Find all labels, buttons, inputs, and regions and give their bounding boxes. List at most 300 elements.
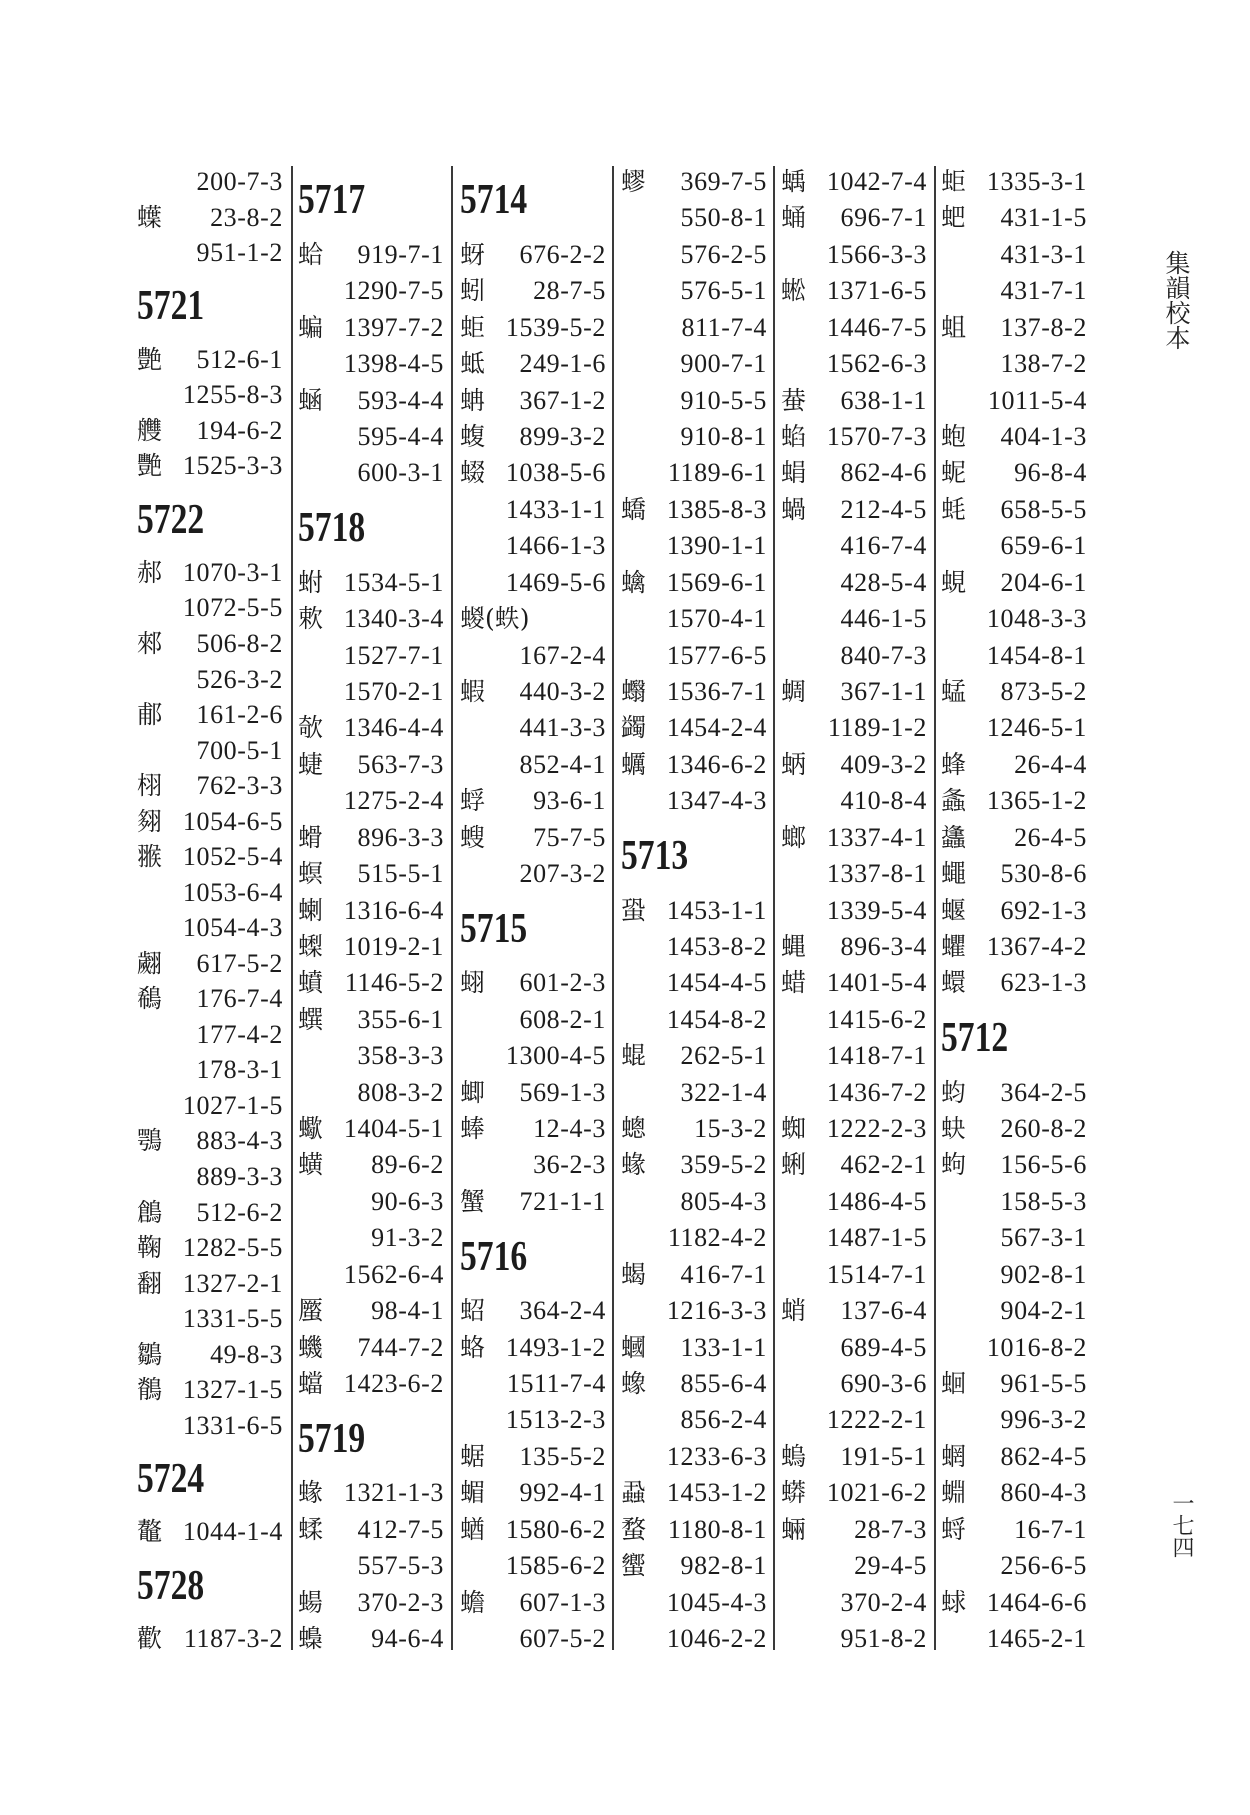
index-entry xyxy=(941,1439,1087,1475)
index-entry xyxy=(781,1439,927,1475)
entry-reference: 1182-4-2 xyxy=(667,1223,767,1253)
index-entry xyxy=(460,492,606,528)
index-entry xyxy=(621,1147,767,1183)
entry-reference: 595-4-4 xyxy=(357,421,444,451)
index-entry xyxy=(941,1257,1087,1293)
entry-reference: 367-1-2 xyxy=(519,385,606,415)
entry-reference: 94-6-4 xyxy=(371,1624,444,1653)
entry-reference: 1146-5-2 xyxy=(344,968,444,998)
entry-reference: 1454-8-1 xyxy=(986,640,1087,670)
index-entry xyxy=(621,383,767,419)
entry-reference: 28-7-5 xyxy=(533,276,606,306)
entry-reference: 256-6-5 xyxy=(1000,1551,1087,1581)
index-entry xyxy=(298,601,444,637)
index-entry xyxy=(137,946,283,982)
index-entry xyxy=(781,1330,927,1366)
entry-reference: 29-4-5 xyxy=(854,1551,927,1581)
entry-reference: 721-1-1 xyxy=(519,1186,606,1216)
index-entry xyxy=(621,1402,767,1438)
index-entry xyxy=(298,346,444,382)
index-entry xyxy=(621,565,767,601)
index-entry xyxy=(621,965,767,1001)
index-entry xyxy=(621,1366,767,1402)
entry-character: 蟍 xyxy=(298,931,324,961)
entry-reference: 569-1-3 xyxy=(519,1077,606,1107)
index-entry xyxy=(298,674,444,710)
index-entry xyxy=(941,856,1087,892)
entry-reference: 856-2-4 xyxy=(680,1405,767,1435)
section-code-heading: 5712 xyxy=(941,1014,1009,1061)
entry-character: 蚷 xyxy=(941,167,967,196)
entry-reference: 410-8-4 xyxy=(840,786,927,816)
entry-character: 蝃 xyxy=(460,458,486,488)
entry-character: 蝬(蛈) xyxy=(460,604,530,634)
entry-reference: 1487-1-5 xyxy=(826,1223,927,1253)
index-entry xyxy=(460,455,606,491)
entry-reference: 1385-8-3 xyxy=(666,494,767,524)
entry-reference: 26-4-4 xyxy=(1014,749,1087,779)
index-entry xyxy=(460,710,606,746)
entry-character: 蟥 xyxy=(298,1150,324,1180)
entry-reference: 260-8-2 xyxy=(1000,1114,1087,1144)
entry-reference: 1454-4-5 xyxy=(666,968,767,998)
index-entry xyxy=(460,237,606,273)
index-entry xyxy=(621,237,767,273)
entry-reference: 690-3-6 xyxy=(840,1369,927,1399)
entry-reference: 156-5-6 xyxy=(1000,1150,1087,1180)
index-entry xyxy=(621,1621,767,1657)
index-entry xyxy=(941,565,1087,601)
index-entry xyxy=(621,1038,767,1074)
entry-reference: 322-1-4 xyxy=(680,1077,767,1107)
entry-character: 艭 xyxy=(137,415,163,445)
entry-reference: 919-7-1 xyxy=(357,239,444,269)
entry-character: 蜡 xyxy=(781,968,807,998)
entry-character: 蝝 xyxy=(621,1150,647,1180)
entry-reference: 23-8-2 xyxy=(210,202,283,232)
index-entry xyxy=(781,492,927,528)
section-code-heading: 5721 xyxy=(137,283,205,330)
entry-character: 蟨 xyxy=(298,1296,324,1326)
entry-reference: 1570-7-3 xyxy=(826,421,927,451)
entry-reference: 1486-4-5 xyxy=(826,1186,927,1216)
index-entry xyxy=(941,893,1087,929)
entry-reference: 1513-2-3 xyxy=(505,1405,606,1435)
entry-reference: 896-3-4 xyxy=(840,931,927,961)
entry-reference: 1527-7-1 xyxy=(343,640,444,670)
entry-reference: 689-4-5 xyxy=(840,1332,927,1362)
entry-reference: 550-8-1 xyxy=(680,203,767,233)
entry-reference: 1016-8-2 xyxy=(986,1332,1087,1362)
entry-reference: 961-5-5 xyxy=(1000,1369,1087,1399)
index-entry xyxy=(781,273,927,309)
index-entry xyxy=(781,1512,927,1548)
entry-character: 翻 xyxy=(137,1268,163,1298)
index-entry xyxy=(941,601,1087,637)
entry-reference: 530-8-6 xyxy=(1000,859,1087,889)
index-entry xyxy=(621,164,767,200)
index-entry xyxy=(298,237,444,273)
entry-reference: 1580-6-2 xyxy=(505,1514,606,1544)
entry-reference: 1187-3-2 xyxy=(183,1624,283,1653)
page-number: 一七四 xyxy=(1169,1492,1194,1558)
section-code-heading: 5715 xyxy=(460,905,528,952)
entry-character: 蟷 xyxy=(298,1369,324,1399)
entry-character: 蚗 xyxy=(941,1114,967,1144)
entry-character: 蛒 xyxy=(460,1332,486,1362)
entry-reference: 700-5-1 xyxy=(196,735,283,765)
index-entry xyxy=(781,1366,927,1402)
entry-character: 郙 xyxy=(137,700,163,730)
index-entry xyxy=(460,1002,606,1038)
entry-reference: 1045-4-3 xyxy=(666,1587,767,1617)
entry-reference: 1404-5-1 xyxy=(343,1114,444,1144)
entry-reference: 431-7-1 xyxy=(1000,276,1087,306)
entry-reference: 1019-2-1 xyxy=(343,931,444,961)
entry-reference: 1216-3-3 xyxy=(666,1296,767,1326)
entry-reference: 593-4-4 xyxy=(357,385,444,415)
index-entry xyxy=(137,377,283,413)
index-entry xyxy=(941,528,1087,564)
entry-reference: 696-7-1 xyxy=(840,203,927,233)
entry-character: 蜛 xyxy=(460,1441,486,1471)
index-entry xyxy=(941,1111,1087,1147)
entry-reference: 431-3-1 xyxy=(1000,239,1087,269)
entry-reference: 98-4-1 xyxy=(371,1296,444,1326)
index-entry xyxy=(137,1088,283,1124)
entry-reference: 1464-6-6 xyxy=(986,1587,1087,1617)
section-code-heading: 5713 xyxy=(621,832,689,879)
entry-reference: 1331-6-5 xyxy=(182,1410,283,1440)
entry-character: 蠣 xyxy=(621,749,647,779)
index-entry xyxy=(298,747,444,783)
entry-character: 螖 xyxy=(298,822,324,852)
entry-character: 螋 xyxy=(460,822,486,852)
index-entry xyxy=(781,1293,927,1329)
index-entry xyxy=(621,419,767,455)
entry-reference: 200-7-3 xyxy=(196,167,283,196)
index-entry xyxy=(460,1111,606,1147)
entry-character: 蟉 xyxy=(621,167,647,196)
entry-reference: 1454-2-4 xyxy=(666,713,767,743)
index-entry xyxy=(621,455,767,491)
entry-reference: 1070-3-1 xyxy=(182,557,283,587)
entry-character: 蚆 xyxy=(941,203,967,233)
entry-character: 蟌 xyxy=(621,1114,647,1144)
entry-reference: 1562-6-3 xyxy=(826,349,927,379)
entry-character: 鶵 xyxy=(137,1339,163,1369)
index-entry xyxy=(781,528,927,564)
entry-reference: 1337-8-1 xyxy=(826,859,927,889)
index-column xyxy=(621,0,767,1815)
entry-reference: 133-1-1 xyxy=(680,1332,767,1362)
index-entry xyxy=(298,273,444,309)
index-entry xyxy=(941,1147,1087,1183)
entry-reference: 1418-7-1 xyxy=(826,1041,927,1071)
entry-reference: 36-2-3 xyxy=(533,1150,606,1180)
index-entry xyxy=(941,1293,1087,1329)
entry-character: 蜬 xyxy=(298,385,324,415)
entry-character: 蜽 xyxy=(781,1514,807,1544)
index-entry xyxy=(137,1052,283,1088)
index-entry xyxy=(781,310,927,346)
entry-character: 蜫 xyxy=(621,1041,647,1071)
entry-reference: 1282-5-5 xyxy=(182,1233,283,1263)
entry-reference: 1072-5-5 xyxy=(182,593,283,623)
index-entry xyxy=(137,590,283,626)
entry-character: 蝍 xyxy=(460,1077,486,1107)
index-entry xyxy=(781,1147,927,1183)
index-entry xyxy=(460,1075,606,1111)
index-entry xyxy=(137,1408,283,1444)
entry-reference: 1539-5-2 xyxy=(505,312,606,342)
entry-character: 蛶 xyxy=(941,1514,967,1544)
entry-character: 蛁 xyxy=(460,1296,486,1326)
section-code-heading: 5718 xyxy=(298,505,366,552)
entry-character: 蛹 xyxy=(781,203,807,233)
entry-reference: 563-7-3 xyxy=(357,749,444,779)
entry-character: 蝨 xyxy=(621,1478,647,1508)
index-entry xyxy=(941,674,1087,710)
entry-character: 蚐 xyxy=(941,1077,967,1107)
index-entry xyxy=(941,820,1087,856)
entry-character: 蠲 xyxy=(621,713,647,743)
entry-character: 蠂 xyxy=(137,202,163,232)
entry-reference: 992-4-1 xyxy=(519,1478,606,1508)
entry-reference: 623-1-3 xyxy=(1000,968,1087,998)
index-entry xyxy=(781,1402,927,1438)
entry-reference: 1401-5-4 xyxy=(826,968,927,998)
index-entry xyxy=(941,965,1087,1001)
entry-reference: 176-7-4 xyxy=(196,984,283,1014)
index-entry xyxy=(941,455,1087,491)
entry-character: 蝺 xyxy=(781,167,807,196)
entry-reference: 416-7-4 xyxy=(840,531,927,561)
entry-reference: 26-4-5 xyxy=(1014,822,1087,852)
entry-reference: 506-8-2 xyxy=(196,628,283,658)
entry-reference: 1365-1-2 xyxy=(986,786,1087,816)
index-entry xyxy=(941,419,1087,455)
entry-reference: 1054-4-3 xyxy=(182,913,283,943)
index-entry xyxy=(621,1475,767,1511)
index-entry xyxy=(621,273,767,309)
entry-character: 蚫 xyxy=(941,421,967,451)
entry-character: 蜂 xyxy=(941,749,967,779)
index-entry xyxy=(460,1621,606,1657)
entry-reference: 1423-6-2 xyxy=(343,1369,444,1399)
index-entry xyxy=(137,1195,283,1231)
index-entry xyxy=(941,164,1087,200)
entry-reference: 1233-6-3 xyxy=(666,1441,767,1471)
entry-character: 蝚 xyxy=(298,1514,324,1544)
entry-character: 蜉 xyxy=(460,786,486,816)
entry-reference: 207-3-2 xyxy=(519,859,606,889)
entry-reference: 1347-4-3 xyxy=(666,786,767,816)
index-entry xyxy=(621,492,767,528)
index-entry xyxy=(621,1075,767,1111)
entry-character: 螐 xyxy=(781,1441,807,1471)
entry-character: 蠍 xyxy=(298,1114,324,1144)
index-entry xyxy=(137,1017,283,1053)
index-entry xyxy=(941,783,1087,819)
entry-character: 蝿 xyxy=(781,931,807,961)
section-code-heading: 5724 xyxy=(137,1456,205,1503)
entry-reference: 576-2-5 xyxy=(680,239,767,269)
index-entry xyxy=(941,1330,1087,1366)
index-entry xyxy=(781,674,927,710)
entry-reference: 1255-8-3 xyxy=(182,380,283,410)
index-entry xyxy=(460,1402,606,1438)
index-entry xyxy=(460,1548,606,1584)
index-entry xyxy=(298,820,444,856)
entry-character: 蜆 xyxy=(941,567,967,597)
index-entry xyxy=(781,710,927,746)
entry-reference: 692-1-3 xyxy=(1000,895,1087,925)
entry-reference: 16-7-1 xyxy=(1014,1514,1087,1544)
entry-reference: 1585-6-2 xyxy=(505,1551,606,1581)
entry-reference: 676-2-2 xyxy=(519,239,606,269)
index-entry xyxy=(298,1111,444,1147)
index-entry xyxy=(621,1512,767,1548)
index-column xyxy=(781,0,927,1815)
entry-reference: 404-1-3 xyxy=(1000,421,1087,451)
index-entry xyxy=(941,383,1087,419)
index-entry xyxy=(781,383,927,419)
entry-character: 蚝 xyxy=(941,494,967,524)
section-code-heading: 5728 xyxy=(137,1562,205,1609)
entry-reference: 428-5-4 xyxy=(840,567,927,597)
entry-character: 蜩 xyxy=(781,676,807,706)
entry-reference: 177-4-2 xyxy=(196,1019,283,1049)
index-entry xyxy=(621,1257,767,1293)
index-entry xyxy=(621,310,767,346)
index-entry xyxy=(781,1475,927,1511)
index-entry xyxy=(460,783,606,819)
entry-reference: 852-4-1 xyxy=(519,749,606,779)
entry-character: 郲 xyxy=(137,628,163,658)
entry-reference: 1052-5-4 xyxy=(182,842,283,872)
entry-reference: 249-1-6 xyxy=(519,349,606,379)
entry-character: 蟾 xyxy=(460,1587,486,1617)
entry-reference: 601-2-3 xyxy=(519,968,606,998)
index-entry xyxy=(781,893,927,929)
section-code-heading: 5722 xyxy=(137,496,205,543)
entry-reference: 15-3-2 xyxy=(694,1114,767,1144)
entry-character: 鶺 xyxy=(137,1375,163,1405)
entry-reference: 951-1-2 xyxy=(196,238,283,268)
entry-reference: 902-8-1 xyxy=(1000,1259,1087,1289)
entry-character: 蛷 xyxy=(941,1587,967,1617)
entry-character: 蝄 xyxy=(941,1441,967,1471)
entry-reference: 982-8-1 xyxy=(680,1551,767,1581)
index-entry xyxy=(781,419,927,455)
index-entry xyxy=(781,164,927,200)
index-entry xyxy=(621,783,767,819)
index-entry xyxy=(137,910,283,946)
entry-character: 鞠 xyxy=(137,1233,163,1263)
entry-character: 蟜 xyxy=(621,494,647,524)
entry-reference: 883-4-3 xyxy=(196,1126,283,1156)
index-entry xyxy=(298,565,444,601)
index-column xyxy=(298,0,444,1815)
index-entry xyxy=(941,1366,1087,1402)
entry-reference: 1534-5-1 xyxy=(343,567,444,597)
index-entry xyxy=(137,342,283,378)
index-entry xyxy=(298,1475,444,1511)
entry-reference: 512-6-1 xyxy=(196,344,283,374)
entry-reference: 75-7-5 xyxy=(533,822,606,852)
entry-reference: 90-6-3 xyxy=(371,1186,444,1216)
entry-character: 蠁 xyxy=(621,1551,647,1581)
section-code-heading: 5716 xyxy=(460,1233,528,1280)
index-entry xyxy=(941,346,1087,382)
entry-reference: 367-1-1 xyxy=(840,676,927,706)
index-entry xyxy=(460,638,606,674)
entry-reference: 1469-5-6 xyxy=(505,567,606,597)
index-entry xyxy=(781,1075,927,1111)
entry-character: 蠷 xyxy=(941,931,967,961)
index-entry xyxy=(781,237,927,273)
entry-reference: 515-5-1 xyxy=(357,859,444,889)
index-entry xyxy=(941,1512,1087,1548)
entry-reference: 608-2-1 xyxy=(519,1004,606,1034)
entry-reference: 1566-3-3 xyxy=(826,239,927,269)
entry-reference: 1562-6-4 xyxy=(343,1259,444,1289)
column-rule xyxy=(773,166,775,1650)
index-entry xyxy=(941,710,1087,746)
index-entry xyxy=(298,1512,444,1548)
entry-character: 翗 xyxy=(137,806,163,836)
index-entry xyxy=(460,965,606,1001)
entry-reference: 1300-4-5 xyxy=(505,1041,606,1071)
entry-reference: 1465-2-1 xyxy=(986,1624,1087,1653)
entry-character: 蛤 xyxy=(298,239,324,269)
entry-reference: 1335-3-1 xyxy=(986,167,1087,196)
entry-reference: 1453-8-2 xyxy=(666,931,767,961)
entry-reference: 1433-1-1 xyxy=(505,494,606,524)
entry-reference: 194-6-2 xyxy=(196,415,283,445)
index-entry xyxy=(137,1266,283,1302)
entry-reference: 370-2-4 xyxy=(840,1587,927,1617)
entry-reference: 1222-2-3 xyxy=(826,1114,927,1144)
entry-reference: 1346-4-4 xyxy=(343,713,444,743)
entry-reference: 607-1-3 xyxy=(519,1587,606,1617)
entry-character: 蚳 xyxy=(460,349,486,379)
entry-reference: 638-1-1 xyxy=(840,385,927,415)
index-entry xyxy=(137,1514,283,1550)
entry-reference: 446-1-5 xyxy=(840,604,927,634)
entry-reference: 1536-7-1 xyxy=(666,676,767,706)
entry-reference: 1038-5-6 xyxy=(505,458,606,488)
entry-reference: 1453-1-1 xyxy=(666,895,767,925)
index-entry xyxy=(298,1366,444,1402)
entry-reference: 431-1-5 xyxy=(1000,203,1087,233)
index-entry xyxy=(781,1585,927,1621)
index-entry xyxy=(298,310,444,346)
index-entry xyxy=(621,1184,767,1220)
entry-reference: 862-4-5 xyxy=(1000,1441,1087,1471)
index-entry xyxy=(137,200,283,236)
index-entry xyxy=(621,929,767,965)
entry-reference: 441-3-3 xyxy=(519,713,606,743)
entry-character: 蝸 xyxy=(781,494,807,524)
entry-reference: 409-3-2 xyxy=(840,749,927,779)
index-entry xyxy=(941,492,1087,528)
index-entry xyxy=(460,1475,606,1511)
entry-character: 蛸 xyxy=(781,1296,807,1326)
index-entry xyxy=(298,638,444,674)
running-head-title: 集韻校本 xyxy=(1162,250,1191,350)
